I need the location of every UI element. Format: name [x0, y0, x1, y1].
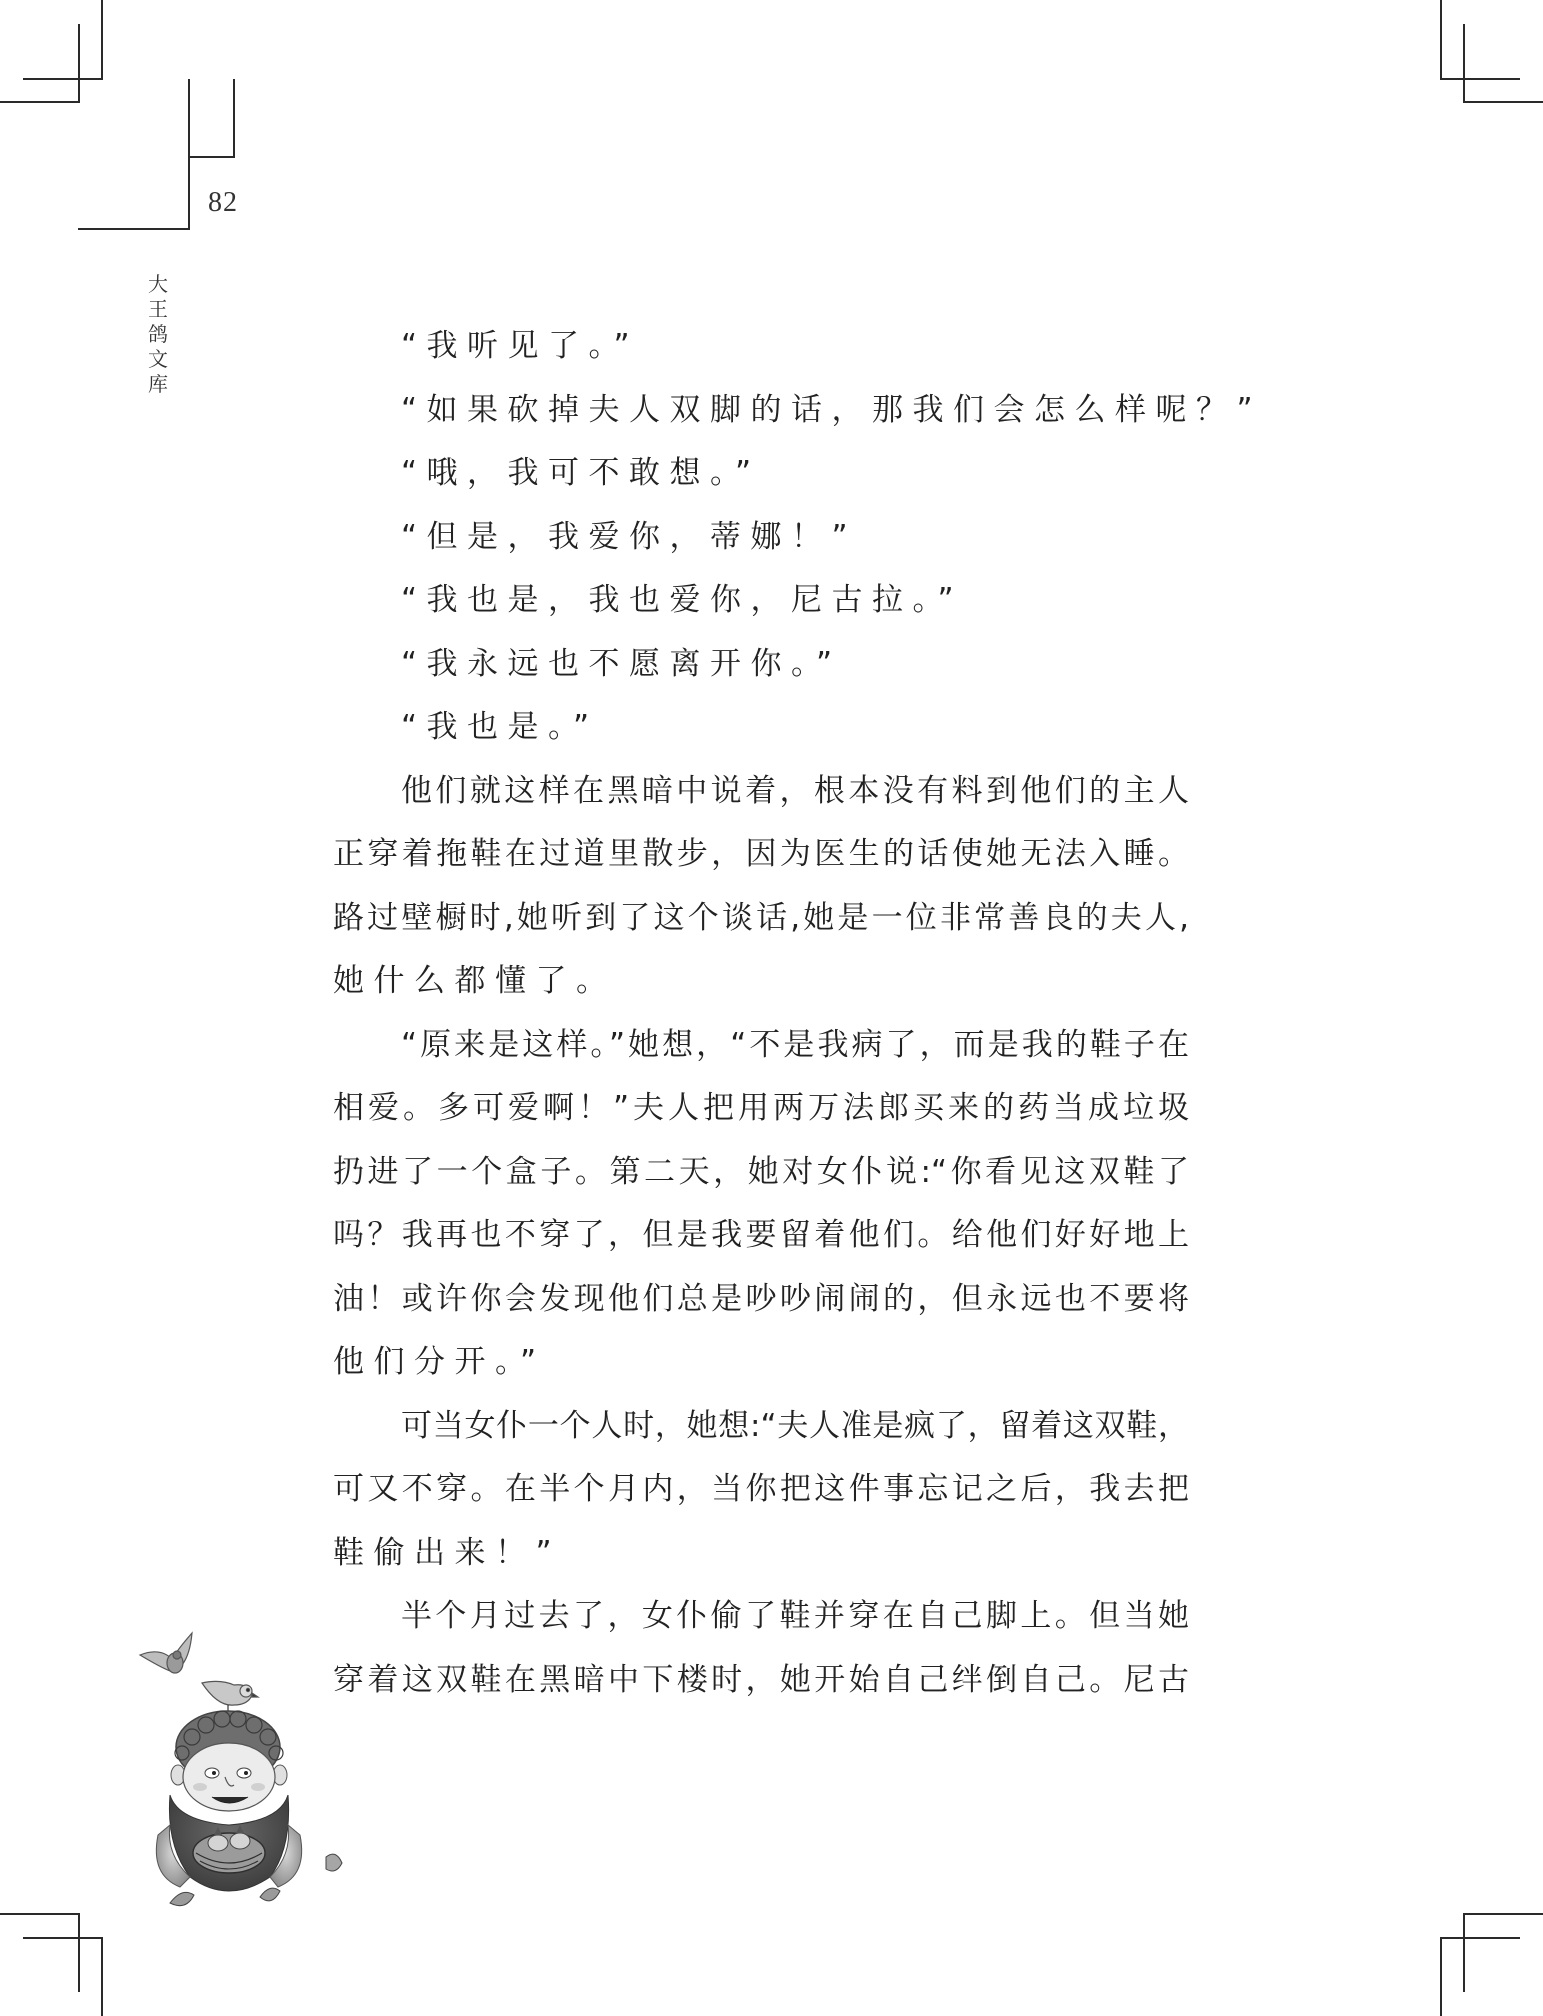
series-title-char: 鸽: [148, 322, 168, 346]
page-number: 82: [208, 187, 238, 218]
dialog-line: “如果砍掉夫人双脚的话，那我们会怎么样呢？”: [401, 391, 1263, 428]
flying-bird-icon: [140, 1633, 192, 1673]
paragraph-line: 正穿着拖鞋在过道里散步，因为医生的话使她无法入睡。: [333, 836, 1189, 872]
paragraph-line: 油！或许你会发现他们总是吵吵闹闹的，但永远也不要将: [333, 1280, 1189, 1317]
body-text: [333, 322, 1263, 1719]
dialog-line: “我也是。”: [401, 709, 599, 745]
dialog-line: “我也是，我也爱你，尼古拉。”: [401, 582, 964, 618]
series-title-char: 文: [148, 347, 168, 371]
paragraph-line: 相爱。多可爱啊！”夫人把用两万法郎买来的药当成垃圾: [333, 1090, 1189, 1126]
paragraph-line: 鞋偷出来！”: [333, 1534, 562, 1571]
paragraph-line: 可当女仆一个人时，她想:“夫人准是疯了，留着这双鞋，: [401, 1407, 1189, 1444]
illustration-bearded-man-birds-icon: [130, 1625, 360, 1925]
paragraph-line: 扔进了一个盒子。第二天，她对女仆说:“你看见这双鞋了: [333, 1153, 1189, 1190]
paragraph-line: 半个月过去了，女仆偷了鞋并穿在自己脚上。但当她: [401, 1598, 1189, 1634]
paragraph-line: 穿着这双鞋在黑暗中下楼时，她开始自己绊倒自己。尼古: [333, 1661, 1189, 1698]
series-title-char: 库: [148, 372, 168, 396]
series-title-char: 大: [148, 272, 168, 296]
paragraph-line: 他们分开。”: [333, 1344, 546, 1380]
series-title: [146, 272, 170, 397]
paragraph-line: 路过壁橱时,她听到了这个谈话,她是一位非常善良的夫人,: [333, 899, 1189, 936]
paragraph-line: 吗？我再也不穿了，但是我要留着他们。给他们好好地上: [333, 1217, 1189, 1253]
paragraph-line: “原来是这样。”她想，“不是我病了，而是我的鞋子在: [401, 1026, 1189, 1063]
paragraph-line: 她什么都懂了。: [333, 963, 617, 999]
dialog-line: “哦，我可不敢想。”: [401, 455, 761, 491]
dialog-line: “但是，我爱你，蒂娜！”: [401, 518, 858, 555]
dialog-line: “我听见了。”: [401, 328, 640, 364]
paragraph-line: 他们就这样在黑暗中说着，根本没有料到他们的主人: [401, 772, 1189, 809]
paragraph-line: 可又不穿。在半个月内，当你把这件事忘记之后，我去把: [333, 1471, 1189, 1507]
series-title-char: 王: [148, 297, 168, 321]
dialog-line: “我永远也不愿离开你。”: [401, 645, 842, 682]
